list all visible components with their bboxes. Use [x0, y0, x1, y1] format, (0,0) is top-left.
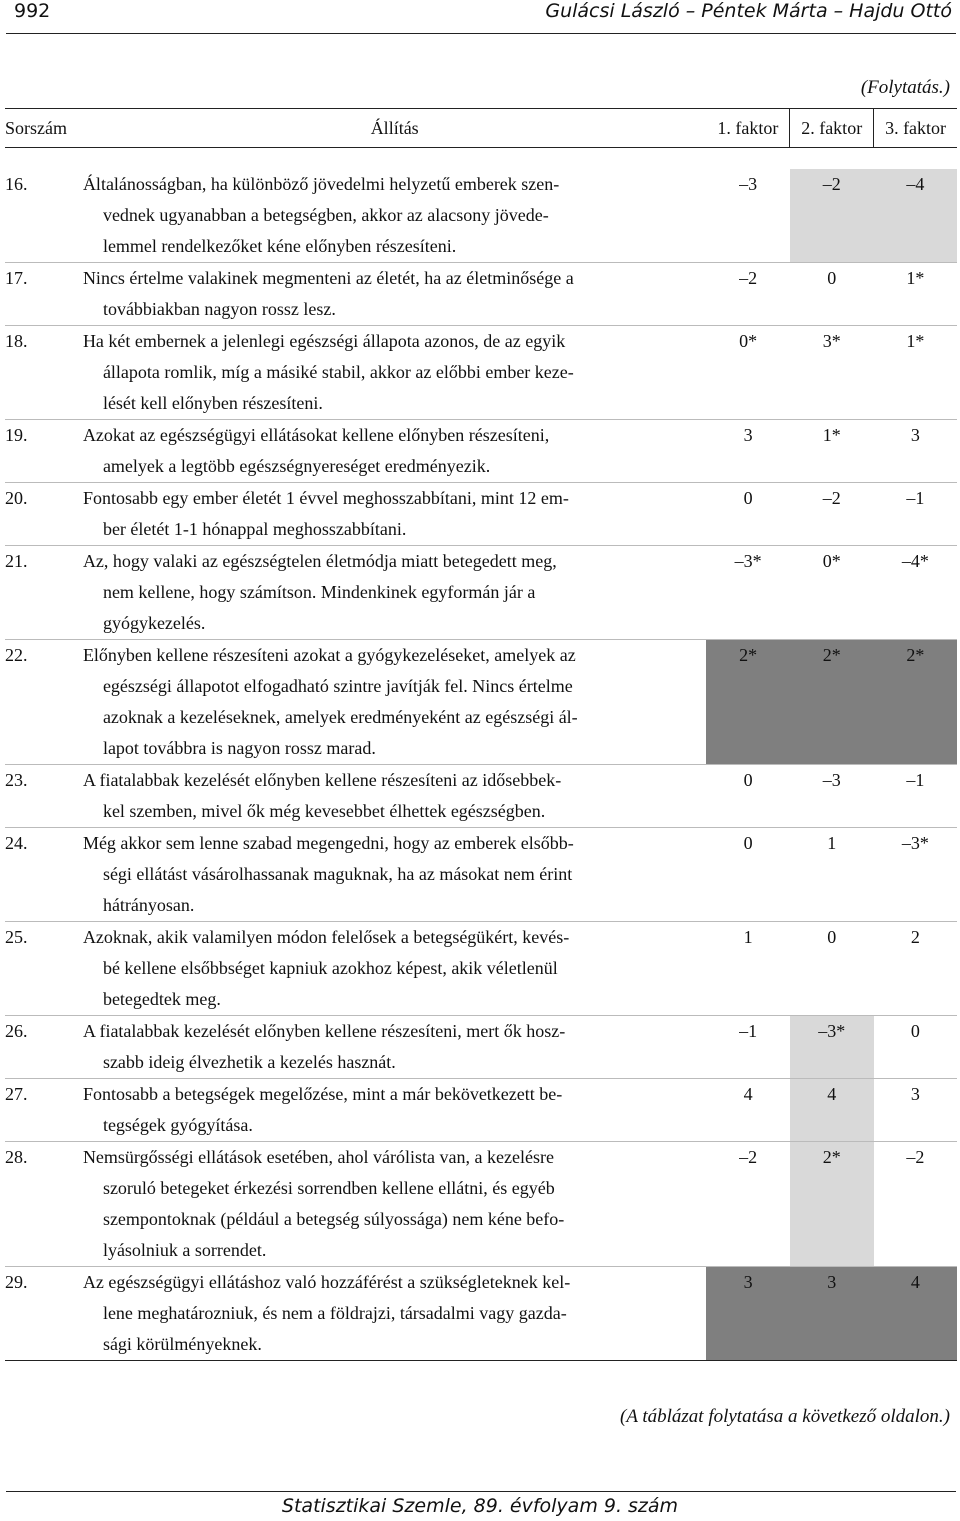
- statement-line: egészségi állapotot elfogadható szintre javítják fel. Nincs értelme: [102, 676, 573, 696]
- row-statement: [83, 263, 707, 326]
- row-statement: [83, 420, 707, 483]
- factor1-score: –2: [706, 263, 789, 326]
- factor2-score: –2: [790, 169, 874, 263]
- row-number: 27.: [5, 1079, 83, 1142]
- row-number: 17.: [5, 263, 83, 326]
- table-row: [5, 483, 957, 546]
- row-number: 22.: [5, 640, 83, 765]
- factor1-score: –3*: [706, 546, 789, 640]
- factor2-score: 3: [790, 1267, 874, 1361]
- statement-line: szoruló betegeket érkezési sorrendben kellene ellátni, és egyéb: [102, 1178, 555, 1198]
- statement-line: Az, hogy valaki az egészségtelen életmódja miatt betegedett meg,: [82, 551, 557, 571]
- factor2-score: 0*: [790, 546, 874, 640]
- statement-line: kel szemben, mivel ők még kevesebbet élhettek egészségben.: [102, 801, 546, 821]
- table-row: [5, 765, 957, 828]
- row-number: 25.: [5, 922, 83, 1016]
- col-header-factor2: 2. faktor: [790, 109, 874, 148]
- journal-footer: Statisztikai Szemle, 89. évfolyam 9. szám: [281, 1495, 679, 1517]
- factor3-score: –4: [874, 169, 957, 263]
- table-row: [5, 263, 957, 326]
- statement-line: lene meghatározniuk, és nem a földrajzi, társadalmi vagy gazda-: [102, 1303, 567, 1323]
- factor3-score: 3: [874, 420, 957, 483]
- factor1-score: 0: [706, 765, 789, 828]
- row-number: 28.: [5, 1142, 83, 1267]
- row-statement: [83, 1079, 707, 1142]
- row-number: 29.: [5, 1267, 83, 1361]
- row-number: 24.: [5, 828, 83, 922]
- factor2-score: –2: [790, 483, 874, 546]
- row-statement: [83, 640, 707, 765]
- factor1-score: 0*: [706, 326, 789, 420]
- statement-line: Előnyben kellene részesíteni azokat a gyógykezeléseket, amelyek az: [82, 645, 576, 665]
- factor1-score: –1: [706, 1016, 789, 1079]
- factor2-score: 2*: [790, 640, 874, 765]
- table-row: [5, 640, 957, 765]
- statement-line: Az egészségügyi ellátáshoz való hozzáférést a szükségleteknek kel-: [82, 1272, 571, 1292]
- table-row: [5, 1267, 957, 1361]
- footer-rule: [6, 1491, 956, 1492]
- factor2-score: 0: [790, 922, 874, 1016]
- row-number: 18.: [5, 326, 83, 420]
- statement-line: betegedtek meg.: [102, 989, 221, 1009]
- statement-line: Fontosabb a betegségek megelőzése, mint a már bekövetkezett be-: [82, 1084, 563, 1104]
- factor3-score: –2: [874, 1142, 957, 1267]
- statement-line: állapota romlik, míg a másiké stabil, akkor az előbbi ember keze-: [102, 362, 574, 382]
- continued-label: (Folytatás.): [860, 77, 950, 98]
- statement-line: tegségek gyógyítása.: [102, 1115, 253, 1135]
- statement-line: azoknak a kezeléseknek, amelyek eredményeként az egészségi ál-: [102, 707, 578, 727]
- row-number: 26.: [5, 1016, 83, 1079]
- running-head: [0, 0, 960, 30]
- table-row: [5, 1016, 957, 1079]
- statement-line: továbbiakban nagyon rossz lesz.: [102, 299, 336, 319]
- table-row: [5, 169, 957, 263]
- factor3-score: 1*: [874, 326, 957, 420]
- statement-line: hátrányosan.: [102, 895, 195, 915]
- statement-line: A fiatalabbak kezelését előnyben kellene részesíteni, mert ők hosz-: [82, 1021, 566, 1041]
- factor3-score: –1: [874, 483, 957, 546]
- factor3-score: –3*: [874, 828, 957, 922]
- table-row: [5, 922, 957, 1016]
- statement-line: Nincs értelme valakinek megmenteni az életét, ha az életminősége a: [82, 268, 574, 288]
- statement-line: Általánosságban, ha különböző jövedelmi helyzetű emberek szen-: [82, 174, 560, 194]
- row-number: 20.: [5, 483, 83, 546]
- factor2-score: 3*: [790, 326, 874, 420]
- factor3-score: 3: [874, 1079, 957, 1142]
- page-number: 992: [14, 0, 51, 22]
- statement-line: lapot továbbra is nagyon rossz marad.: [102, 738, 376, 758]
- statement-line: Nemsürgősségi ellátások esetében, ahol várólista van, a kezelésre: [82, 1147, 554, 1167]
- factor2-score: 4: [790, 1079, 874, 1142]
- factor2-score: 1: [790, 828, 874, 922]
- table-row: [5, 828, 957, 922]
- factor3-score: 4: [874, 1267, 957, 1361]
- factor3-score: 2*: [874, 640, 957, 765]
- continued-next-label: (A táblázat folytatása a következő oldalon.): [620, 1406, 950, 1427]
- table-row: [5, 420, 957, 483]
- statement-line: sági körülményeknek.: [102, 1334, 262, 1354]
- row-statement: [83, 1142, 707, 1267]
- row-statement: [83, 765, 707, 828]
- row-statement: [83, 828, 707, 922]
- factor2-score: –3: [790, 765, 874, 828]
- factor3-score: 2: [874, 922, 957, 1016]
- statement-line: bé kellene elsőbbséget kapniuk azokhoz képest, akik véletlenül: [102, 958, 558, 978]
- row-number: 23.: [5, 765, 83, 828]
- row-statement: [83, 1016, 707, 1079]
- row-number: 16.: [5, 169, 83, 263]
- header-rule: [6, 33, 956, 34]
- factor2-score: –3*: [790, 1016, 874, 1079]
- statement-line: lemmel rendelkezőket kéne előnyben részesíteni.: [102, 236, 457, 256]
- factor1-score: 3: [706, 1267, 789, 1361]
- table-row: [5, 326, 957, 420]
- factor2-score: 1*: [790, 420, 874, 483]
- statement-line: Azoknak, akik valamilyen módon felelősek a betegségükért, kevés-: [82, 927, 570, 947]
- statement-line: ségi ellátást vásárolhassanak maguknak, ha az másokat nem érint: [102, 864, 573, 884]
- col-header-statement: Állítás: [83, 109, 707, 148]
- factor1-score: –3: [706, 169, 789, 263]
- statement-line: vednek ugyanabban a betegségben, akkor az alacsony jövede-: [102, 205, 549, 225]
- col-header-factor3: 3. faktor: [874, 109, 957, 148]
- factor1-score: 1: [706, 922, 789, 1016]
- table-spacer: [5, 148, 957, 170]
- statement-line: amelyek a legtöbb egészségnyereséget eredményezik.: [102, 456, 491, 476]
- statement-line: lését kell előnyben részesíteni.: [102, 393, 323, 413]
- statement-line: Fontosabb egy ember életét 1 évvel meghosszabbítani, mint 12 em-: [82, 488, 569, 508]
- statement-line: szabb ideig élvezhetik a kezelés hasznát.: [102, 1052, 396, 1072]
- table-row: [5, 546, 957, 640]
- row-statement: [83, 169, 707, 263]
- table-row: [5, 1142, 957, 1267]
- statement-line: gyógykezelés.: [102, 613, 206, 633]
- statement-line: Ha két embernek a jelenlegi egészségi állapota azonos, de az egyik: [82, 331, 566, 351]
- factor2-score: 2*: [790, 1142, 874, 1267]
- factor-table: [5, 108, 957, 1361]
- factor3-score: –1: [874, 765, 957, 828]
- table-header-row: [5, 109, 957, 148]
- factor1-score: –2: [706, 1142, 789, 1267]
- factor1-score: 3: [706, 420, 789, 483]
- row-statement: [83, 922, 707, 1016]
- row-statement: [83, 326, 707, 420]
- factor3-score: 0: [874, 1016, 957, 1079]
- row-number: 21.: [5, 546, 83, 640]
- factor1-score: 0: [706, 483, 789, 546]
- running-head-authors: Gulácsi László – Péntek Márta – Hajdu Ottó: [545, 0, 952, 22]
- row-statement: [83, 483, 707, 546]
- table-row: [5, 1079, 957, 1142]
- statement-line: Azokat az egészségügyi ellátásokat kellene előnyben részesíteni,: [82, 425, 550, 445]
- col-header-number: Sorszám: [5, 109, 83, 148]
- row-statement: [83, 1267, 707, 1361]
- statement-line: szempontoknak (például a betegség súlyossága) nem kéne befo-: [102, 1209, 565, 1229]
- factor1-score: 0: [706, 828, 789, 922]
- statement-line: lyásolniuk a sorrendet.: [102, 1240, 267, 1260]
- factor3-score: 1*: [874, 263, 957, 326]
- factor2-score: 0: [790, 263, 874, 326]
- col-header-factor1: 1. faktor: [706, 109, 789, 148]
- statement-line: nem kellene, hogy számítson. Mindenkinek egyformán jár a: [102, 582, 536, 602]
- statement-line: ber életét 1-1 hónappal meghosszabbítani.: [102, 519, 407, 539]
- factor3-score: –4*: [874, 546, 957, 640]
- table-body: [5, 148, 957, 1361]
- statement-line: A fiatalabbak kezelését előnyben kellene részesíteni az idősebbek-: [82, 770, 562, 790]
- row-number: 19.: [5, 420, 83, 483]
- row-statement: [83, 546, 707, 640]
- factor1-score: 4: [706, 1079, 789, 1142]
- statement-line: Még akkor sem lenne szabad megengedni, hogy az emberek elsőbb-: [82, 833, 574, 853]
- factor1-score: 2*: [706, 640, 789, 765]
